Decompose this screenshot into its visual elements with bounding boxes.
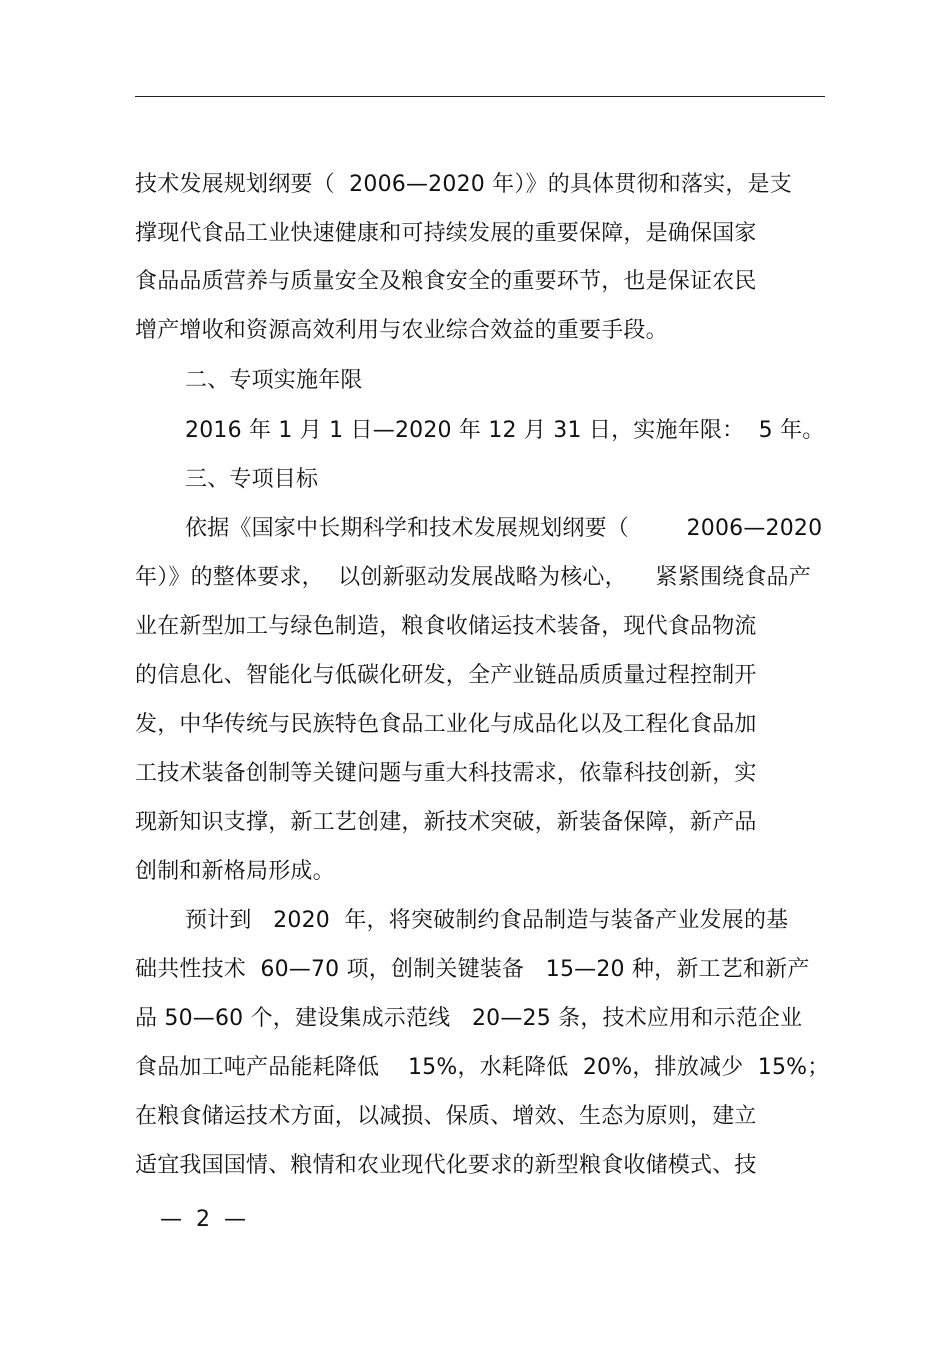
paragraph-3-line: 年）》的整体要求， 以创新驱动发展战略为核心， 紧紧围绕食品产 — [135, 565, 811, 590]
paragraph-1-line: 食品品质营养与质量安全及粮食安全的重要环节，也是保证农民 — [135, 269, 757, 294]
paragraph-4-line: 础共性技术 60—70 项，创制关键装备 15—20 种，新工艺和新产 — [135, 957, 810, 982]
paragraph-4-line: 食品加工吨产品能耗降低 15%，水耗降低 20%，排放减少 15%； — [135, 1055, 830, 1080]
paragraph-1-line: 增产增收和资源高效利用与农业综合效益的重要手段。 — [135, 318, 668, 343]
paragraph-4-line: 在粮食储运技术方面，以减损、保质、增效、生态为原则，建立 — [135, 1104, 757, 1129]
paragraph-3-line: 工技术装备创制等关键问题与重大科技需求，依靠科技创新，实 — [135, 761, 757, 786]
paragraph-4-line: 预计到 2020 年，将突破制约食品制造与装备产业发展的基 — [185, 908, 789, 933]
header-rule — [135, 96, 825, 97]
paragraph-1-line: 技术发展规划纲要（ 2006—2020 年）》的具体贯彻和落实，是支 — [135, 172, 792, 197]
page-number: — 2 — — [160, 1207, 246, 1232]
paragraph-3-line: 依据《国家中长期科学和技术发展规划纲要（ 2006—2020 — [185, 516, 823, 541]
paragraph-3-line: 的信息化、智能化与低碳化研发，全产业链品质质量过程控制开 — [135, 663, 757, 688]
paragraph-3-line: 业在新型加工与绿色制造，粮食收储运技术装备，现代食品物流 — [135, 614, 757, 639]
section-heading-2: 二、专项实施年限 — [185, 368, 363, 393]
implementation-period: 2016 年 1 月 1 日—2020 年 12 月 31 日，实施年限： 5 年。 — [185, 418, 825, 443]
section-heading-3: 三、专项目标 — [185, 467, 319, 492]
paragraph-1-line: 撑现代食品工业快速健康和可持续发展的重要保障，是确保国家 — [135, 221, 757, 246]
paragraph-3-line: 现新知识支撑，新工艺创建，新技术突破，新装备保障，新产品 — [135, 810, 757, 835]
paragraph-4-line: 品 50—60 个，建设集成示范线 20—25 条，技术应用和示范企业 — [135, 1006, 803, 1031]
paragraph-3-line: 发，中华传统与民族特色食品工业化与成品化以及工程化食品加 — [135, 712, 757, 737]
paragraph-4-line: 适宜我国国情、粮情和农业现代化要求的新型粮食收储模式、技 — [135, 1153, 757, 1178]
paragraph-3-line: 创制和新格局形成。 — [135, 859, 335, 884]
